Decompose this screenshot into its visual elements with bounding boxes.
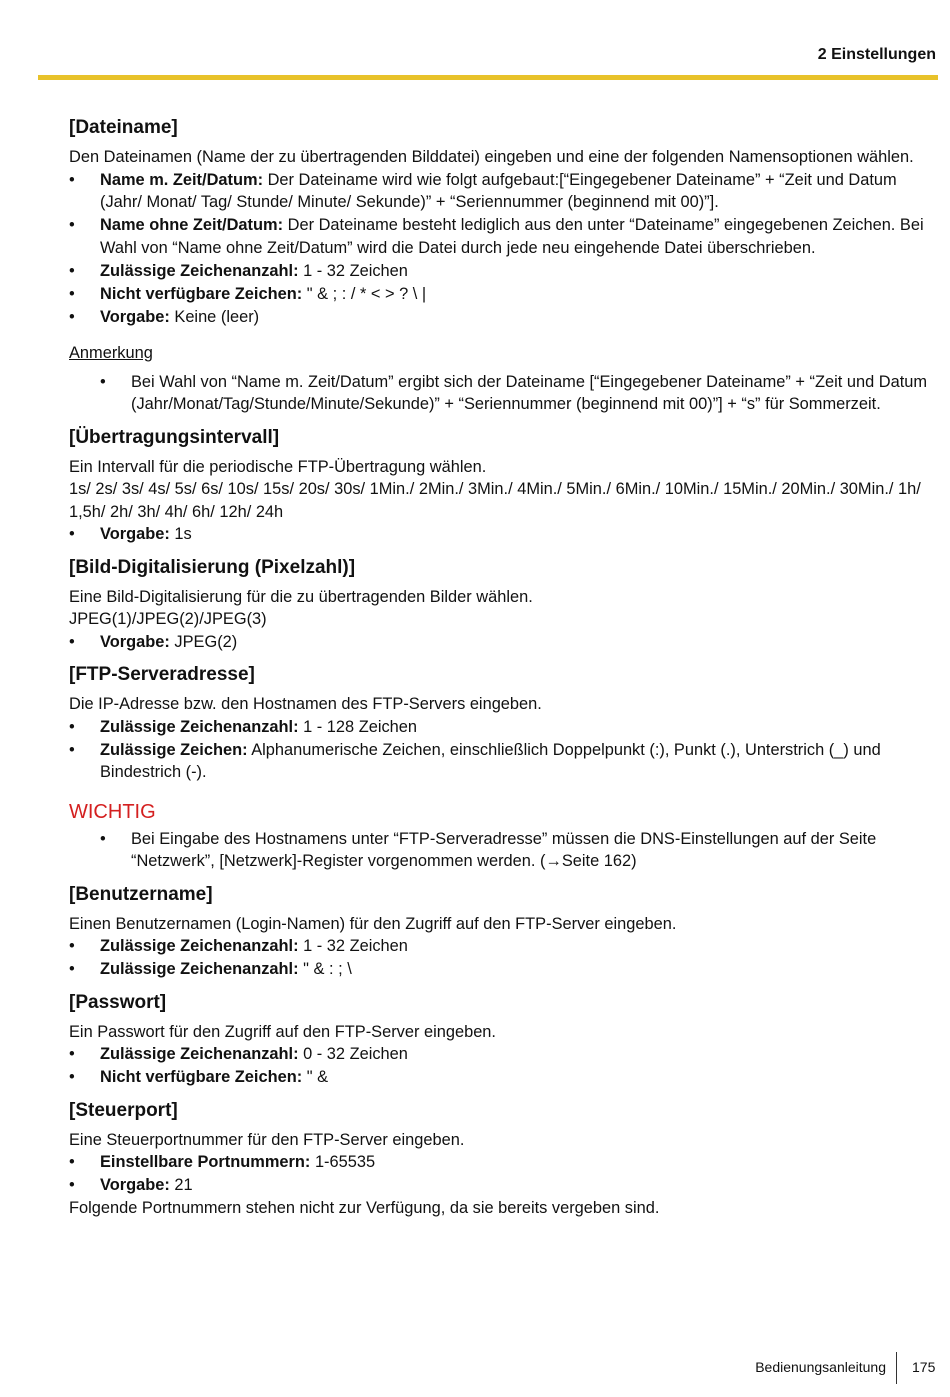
- list-item: [69, 306, 941, 329]
- list-item: [69, 958, 941, 981]
- section-intervall: [69, 426, 941, 546]
- bullet-icon: •: [69, 284, 75, 303]
- intro-steuerport: Eine Steuerportnummer für den FTP-Server eingeben.: [69, 1130, 465, 1149]
- section-steuerport: [69, 1099, 941, 1220]
- list-item: [69, 1174, 941, 1197]
- values-intervall: 1s/ 2s/ 3s/ 4s/ 5s/ 6s/ 10s/ 15s/ 20s/ 30s/ 1Min./ 2Min./ 3Min./ 4Min./ 5Min./ 6Min./ 10Min./ 15Min./ 20Min./ 30Min./ 1h/ 1,5h/ 2h/ 3h/ 4h/ 6h/ 12h/ 24h: [69, 480, 921, 521]
- item-text: 1 - 32 Zeichen: [298, 937, 408, 955]
- heading-steuerport: [Steuerport]: [69, 1099, 178, 1121]
- section-ftp: [69, 663, 941, 873]
- bullet-icon: •: [69, 717, 75, 736]
- heading-ftp: [FTP-Serveradresse]: [69, 664, 255, 685]
- important-title: WICHTIG: [69, 800, 156, 823]
- item-label: Nicht verfügbare Zeichen:: [100, 1068, 303, 1086]
- bullet-icon: •: [69, 740, 75, 759]
- item-label: Einstellbare Portnummern:: [100, 1153, 311, 1171]
- item-label: Name m. Zeit/Datum:: [100, 170, 264, 189]
- intro-benutzername: Einen Benutzernamen (Login-Namen) für den Zugriff auf den FTP-Server eingeben.: [69, 914, 677, 933]
- heading-passwort: [Passwort]: [69, 991, 167, 1013]
- item-text: " & ; : / * < > ? \ |: [302, 284, 427, 303]
- list-item: [69, 1043, 941, 1066]
- section-benutzername: [69, 883, 941, 981]
- item-label: Zulässige Zeichen:: [100, 740, 248, 759]
- item-label: Vorgabe:: [100, 525, 170, 543]
- item-label: Zulässige Zeichenanzahl:: [100, 1045, 299, 1063]
- note-item: [69, 371, 941, 416]
- item-text: " &: [302, 1068, 329, 1086]
- bullet-icon: •: [100, 829, 106, 848]
- item-text: 1 - 128 Zeichen: [298, 717, 418, 736]
- item-text: 0 - 32 Zeichen: [298, 1045, 408, 1063]
- item-label: Zulässige Zeichenanzahl:: [100, 960, 299, 978]
- item-label: Name ohne Zeit/Datum:: [100, 216, 284, 234]
- item-label: Vorgabe:: [100, 307, 170, 326]
- section-passwort: [69, 991, 941, 1089]
- item-text: 21: [169, 1176, 193, 1194]
- intro-bild: Eine Bild-Digitalisierung für die zu übertragenden Bilder wählen.: [69, 587, 533, 606]
- item-text: 1s: [169, 525, 192, 543]
- heading-benutzername: [Benutzername]: [69, 883, 213, 905]
- bullet-icon: •: [69, 1176, 75, 1194]
- intro-ftp: Die IP-Adresse bzw. den Hostnamen des FTP-Servers eingeben.: [69, 695, 542, 713]
- list-item: [69, 283, 941, 306]
- bullet-icon: •: [69, 525, 75, 543]
- list-item: [69, 739, 941, 784]
- note-text: Bei Wahl von “Name m. Zeit/Datum” ergibt sich der Dateiname [“Eingegebener Dateiname” + “Zeit und Datum (Jahr/Monat/Tag/Stunde/Minute/Sekunde)” + “Seriennummer (beginnend mit 00)”] + “s” für Sommerzeit.: [131, 372, 928, 413]
- bullet-icon: •: [69, 1045, 75, 1063]
- section-dateiname: [69, 116, 941, 416]
- item-text: JPEG(2): [169, 632, 238, 651]
- bullet-icon: •: [69, 1153, 75, 1171]
- list-item: [69, 935, 941, 958]
- note-title: Anmerkung: [69, 344, 153, 362]
- important-item: [69, 828, 941, 873]
- item-text: Alphanumerische Zeichen, einschließlich Doppelpunkt (:), Punkt (.), Unterstrich (_) und Bindestrich (-).: [100, 740, 881, 781]
- list-item: [69, 1151, 941, 1174]
- item-text: Der Dateiname besteht lediglich aus den unter “Dateiname” eingegebenen Zeichen. Bei Wahl von “Name ohne Zeit/Datum” wird die Datei durch jede neu eingehende Datei überschrieben.: [100, 216, 924, 257]
- list-item: [69, 260, 941, 283]
- intro-passwort: Ein Passwort für den Zugriff auf den FTP-Server eingeben.: [69, 1022, 496, 1041]
- important-text: Bei Eingabe des Hostnamens unter “FTP-Serveradresse” müssen die DNS-Einstellungen auf der Seite “Netzwerk”, [Netzwerk]-Register vorgenommen werden. (→Seite 162): [131, 829, 877, 870]
- bullet-icon: •: [69, 1068, 75, 1086]
- item-text: 1-65535: [310, 1153, 376, 1171]
- bullet-icon: •: [69, 170, 75, 189]
- intro-dateiname: Den Dateinamen (Name der zu übertragenden Bilddatei) eingeben und eine der folgenden Namensoptionen wählen.: [69, 148, 914, 166]
- page-number: 175: [912, 1359, 936, 1375]
- bullet-icon: •: [69, 960, 75, 978]
- bullet-icon: •: [69, 216, 75, 234]
- header-rule: [38, 75, 938, 80]
- heading-intervall: [Übertragungsintervall]: [69, 426, 280, 448]
- item-label: Zulässige Zeichenanzahl:: [100, 717, 299, 736]
- chapter-title: 2 Einstellungen: [817, 46, 936, 63]
- item-label: Nicht verfügbare Zeichen:: [100, 284, 303, 303]
- intro-intervall: Ein Intervall für die periodische FTP-Übertragung wählen.: [69, 457, 487, 476]
- page-content: [69, 116, 941, 1230]
- outro-steuerport: Folgende Portnummern stehen nicht zur Verfügung, da sie bereits vergeben sind.: [69, 1199, 660, 1217]
- item-label: Vorgabe:: [100, 632, 170, 651]
- list-item: [69, 716, 941, 739]
- list-item: [69, 523, 941, 546]
- footer-doc-title: Bedienungsanleitung: [755, 1359, 886, 1375]
- bullet-icon: •: [69, 261, 75, 280]
- bullet-icon: •: [69, 632, 75, 651]
- bullet-icon: •: [69, 307, 75, 326]
- bullet-icon: •: [69, 937, 75, 955]
- bullet-icon: •: [100, 372, 106, 391]
- item-text: Keine (leer): [169, 307, 260, 326]
- list-item: [69, 214, 941, 259]
- section-bild: [69, 556, 941, 654]
- heading-dateiname: [Dateiname]: [69, 117, 178, 138]
- values-bild: JPEG(1)/JPEG(2)/JPEG(3): [69, 610, 267, 628]
- list-item: [69, 1066, 941, 1089]
- item-label: Zulässige Zeichenanzahl:: [100, 261, 299, 280]
- item-text: 1 - 32 Zeichen: [298, 261, 408, 280]
- footer-divider: [896, 1352, 897, 1384]
- item-text: Der Dateiname wird wie folgt aufgebaut:[“Eingegebener Dateiname” + “Zeit und Datum (Jahr/ Monat/ Tag/ Stunde/ Minute/ Sekunde)” + “Seriennummer (beginnend mit 00)”].: [100, 170, 897, 211]
- list-item: [69, 631, 941, 654]
- heading-bild: [Bild-Digitalisierung (Pixelzahl)]: [69, 556, 356, 578]
- list-item: [69, 169, 941, 214]
- item-label: Zulässige Zeichenanzahl:: [100, 937, 299, 955]
- item-label: Vorgabe:: [100, 1176, 170, 1194]
- item-text: " & : ; \: [298, 960, 352, 978]
